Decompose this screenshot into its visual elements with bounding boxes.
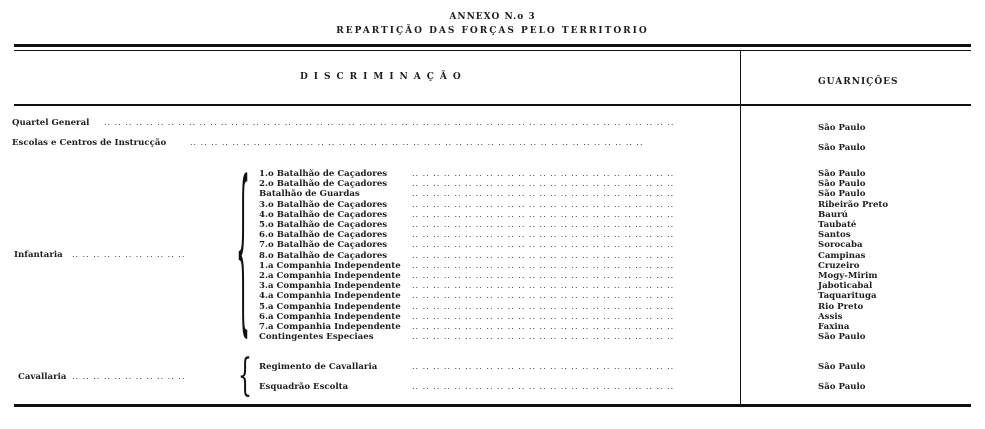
- unit-name: 1.o Batalhão de Caçadores: [259, 169, 388, 179]
- table-top-rule: [14, 44, 971, 47]
- unit-name: 2.a Companhia Independente: [259, 271, 401, 281]
- brace-infantaria: {: [236, 153, 250, 359]
- unit-name: Esquadrão Escolta: [259, 382, 349, 392]
- unit-garrison: Sorocaba: [818, 240, 863, 251]
- dot-leader: .. .. .. .. .. .. .. .. .. .. .. .. .. .. .. .. .. .. .. .. .. .. .. .. ..: [412, 250, 675, 260]
- group-label-infantaria: Infantaria: [14, 250, 63, 260]
- unit-garrison: Assis: [818, 311, 843, 322]
- dot-leader: .. .. .. .. .. .. .. .. .. .. .. .. .. .. .. .. .. .. .. .. .. .. .. .. ..: [412, 179, 675, 189]
- column-header-discriminacao: DISCRIMINAÇÃO: [300, 72, 467, 82]
- table-top-rule-thin: [14, 50, 971, 51]
- unit-name: Contingentes Especiaes: [259, 332, 374, 343]
- unit-name: 7.a Companhia Independente: [259, 322, 401, 332]
- dot-leader: .. .. .. .. .. .. .. .. .. .. .. .. .. .. .. .. .. .. .. .. .. .. .. .. ..: [412, 199, 675, 209]
- unit-name: 4.a Companhia Independente: [259, 291, 401, 302]
- document-subtitle: REPARTIÇÃO DAS FORÇAS PELO TERRITORIO: [336, 26, 649, 36]
- row-label: Escolas e Centros de Instrucção: [12, 138, 167, 148]
- row-label: Quartel General: [12, 118, 90, 128]
- unit-name: 4.o Batalhão de Caçadores: [259, 209, 388, 220]
- dot-leader: .. .. .. .. .. .. .. .. .. .. .. .. .. .. .. .. .. .. .. .. .. .. .. .. ..: [412, 291, 675, 301]
- group-label-cavallaria: Cavallaria: [18, 372, 67, 382]
- dot-leader: .. .. .. .. .. .. .. .. .. .. .. .. .. .. .. .. .. .. .. .. .. .. .. .. ..: [412, 301, 675, 311]
- dot-leader: .. .. .. .. .. .. .. .. .. .. .. .. .. .. .. .. .. .. .. .. .. .. .. .. ..: [412, 189, 675, 199]
- dot-leader: .. .. .. .. .. .. .. .. .. .. ..: [72, 250, 186, 259]
- table-bottom-rule: [14, 404, 971, 407]
- unit-garrison: Ribeirão Preto: [818, 199, 889, 210]
- dot-leader: .. .. .. .. .. .. .. .. .. .. .. .. .. .. .. .. .. .. .. .. .. .. .. .. ..: [412, 362, 675, 371]
- dot-leader: .. .. .. .. .. .. .. .. .. .. .. .. .. .. .. .. .. .. .. .. .. .. .. .. ..: [412, 169, 675, 178]
- dot-leader: .. .. .. .. .. .. .. .. .. .. .. .. .. .. .. .. .. .. .. .. .. .. .. .. .. .. .. .. .. .. .. .. .. .. .. .. .. .. .. .. .. .. .. .. .. .. .. .. .. .. .. .. .. ..: [104, 118, 675, 127]
- unit-name: 6.a Companhia Independente: [259, 311, 401, 322]
- unit-garrison: Baurú: [818, 209, 848, 220]
- unit-name: 5.a Companhia Independente: [259, 301, 401, 312]
- unit-name: 3.a Companhia Independente: [259, 281, 401, 292]
- unit-garrison: Santos: [818, 230, 851, 241]
- column-divider: [740, 50, 741, 404]
- unit-garrison: São Paulo: [818, 382, 866, 392]
- unit-name: 5.o Batalhão de Caçadores: [259, 220, 388, 230]
- unit-garrison: Cruzeiro: [818, 260, 860, 271]
- dot-leader: .. .. .. .. .. .. .. .. .. .. .. .. .. .. .. .. .. .. .. .. .. .. .. .. ..: [412, 220, 675, 229]
- unit-garrison: Campinas: [818, 250, 866, 261]
- unit-garrison: São Paulo: [818, 189, 866, 200]
- unit-garrison: São Paulo: [818, 362, 866, 372]
- dot-leader: .. .. .. .. .. .. .. .. .. .. .. .. .. .. .. .. .. .. .. .. .. .. .. .. ..: [412, 281, 675, 291]
- row-garrison: São Paulo: [818, 123, 866, 133]
- unit-garrison: São Paulo: [818, 332, 866, 343]
- unit-garrison: Rio Preto: [818, 301, 864, 312]
- dot-leader: .. .. .. .. .. .. .. .. .. .. .. .. .. .. .. .. .. .. .. .. .. .. .. .. ..: [412, 240, 675, 250]
- unit-garrison: Taquarituga: [818, 291, 877, 302]
- unit-name: Regimento de Cavallaria: [259, 362, 378, 372]
- unit-name: 6.o Batalhão de Caçadores: [259, 230, 388, 241]
- unit-name: 1.a Companhia Independente: [259, 260, 401, 271]
- row-garrison: São Paulo: [818, 143, 866, 153]
- document-title: ANNEXO N.o 3: [449, 12, 536, 22]
- unit-name: 7.o Batalhão de Caçadores: [259, 240, 388, 251]
- unit-garrison: São Paulo: [818, 179, 866, 190]
- unit-name: 3.o Batalhão de Caçadores: [259, 199, 388, 210]
- unit-garrison: Taubaté: [818, 220, 857, 230]
- dot-leader: .. .. .. .. .. .. .. .. .. .. .. .. .. .. .. .. .. .. .. .. .. .. .. .. ..: [412, 311, 675, 321]
- dot-leader: .. .. .. .. .. .. .. .. .. .. .. .. .. .. .. .. .. .. .. .. .. .. .. .. .. .. .. .. .. .. .. .. .. .. .. .. .. .. .. .. .. .. ..: [190, 138, 644, 147]
- unit-name: Batalhão de Guardas: [259, 189, 360, 200]
- brace-cavallaria: {: [238, 352, 252, 402]
- column-header-guarnicoes: GUARNIÇÕES: [818, 77, 899, 87]
- dot-leader: .. .. .. .. .. .. .. .. .. .. .. .. .. .. .. .. .. .. .. .. .. .. .. .. ..: [412, 271, 675, 280]
- dot-leader: .. .. .. .. .. .. .. .. .. .. .. .. .. .. .. .. .. .. .. .. .. .. .. .. ..: [412, 209, 675, 219]
- dot-leader: .. .. .. .. .. .. .. .. .. .. .. .. .. .. .. .. .. .. .. .. .. .. .. .. ..: [412, 260, 675, 270]
- unit-name: 8.o Batalhão de Caçadores: [259, 250, 388, 261]
- unit-garrison: São Paulo: [818, 169, 866, 179]
- dot-leader: .. .. .. .. .. .. .. .. .. .. .. .. .. .. .. .. .. .. .. .. .. .. .. .. ..: [412, 230, 675, 240]
- header-bottom-rule: [14, 104, 971, 106]
- unit-garrison: Faxina: [818, 322, 850, 332]
- dot-leader: .. .. .. .. .. .. .. .. .. .. .. .. .. .. .. .. .. .. .. .. .. .. .. .. ..: [412, 382, 675, 391]
- dot-leader: .. .. .. .. .. .. .. .. .. .. .. .. .. .. .. .. .. .. .. .. .. .. .. .. ..: [412, 332, 675, 342]
- unit-garrison: Jaboticabal: [818, 281, 873, 292]
- unit-name: 2.o Batalhão de Caçadores: [259, 179, 388, 190]
- dot-leader: .. .. .. .. .. .. .. .. .. .. ..: [72, 372, 186, 381]
- dot-leader: .. .. .. .. .. .. .. .. .. .. .. .. .. .. .. .. .. .. .. .. .. .. .. .. ..: [412, 322, 675, 331]
- unit-garrison: Mogy-Mirim: [818, 271, 878, 281]
